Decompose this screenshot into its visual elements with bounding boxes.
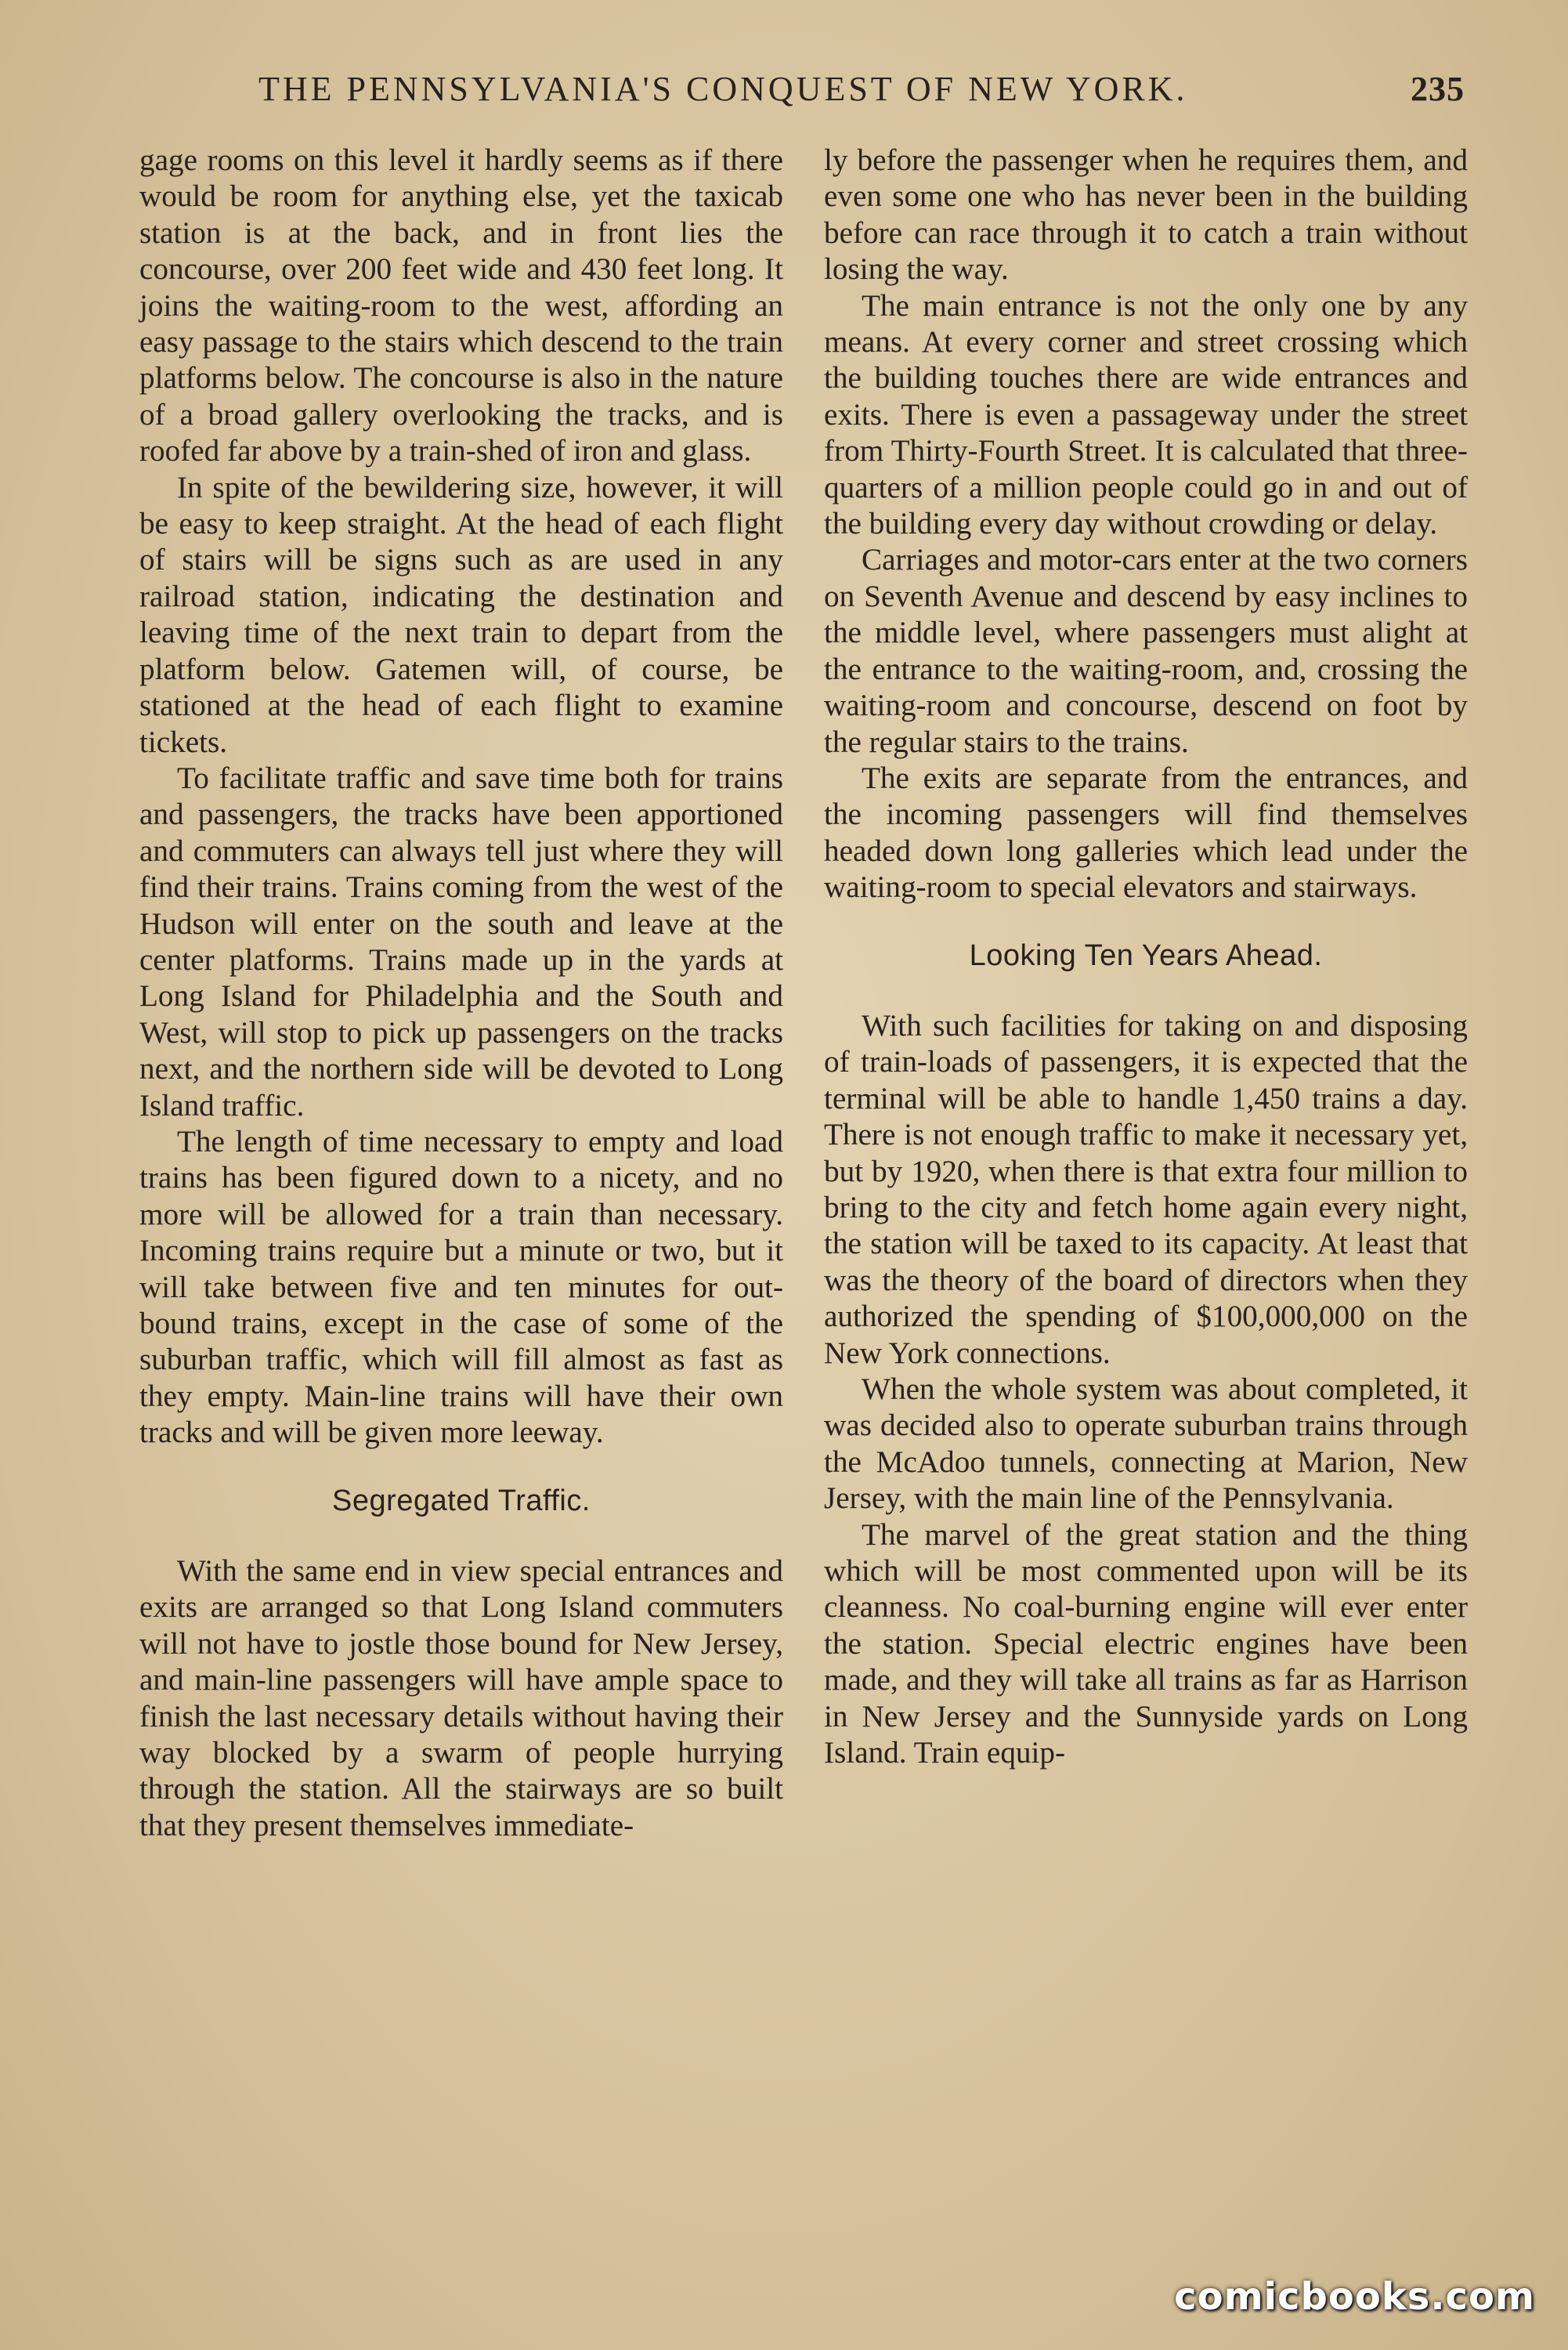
page-number: 235: [1411, 70, 1465, 108]
section-heading: Segregated Traffic.: [332, 1484, 591, 1517]
right-column: [824, 143, 1468, 1771]
paragraph: In spite of the bewildering size, however, it will be easy to keep straight. At the head of each flight of stairs will be signs such as are used in any railroad station, indicating the destination and leaving time of the next train to depart from the platform below. Gatemen will, of course, be stationed at the head of each flight to examine tickets.: [139, 470, 783, 759]
running-title: THE PENNSYLVANIA'S CONQUEST OF NEW YORK.: [258, 70, 1188, 108]
paragraph: ly before the passenger when he requires them, and even some one who has never been in the building before can race through it to catch a train without losing the way.: [824, 143, 1468, 287]
paragraph: The exits are separate from the entrances, and the incoming passengers will find themselves headed down long galleries which lead under the waiting-room to special elevators and stairways.: [824, 761, 1468, 905]
paragraph: When the whole system was about completed, it was decided also to operate suburban trains through the McAdoo tunnels, connecting at Marion, New Jersey, with the main line of the Pennsylvania.: [824, 1372, 1468, 1516]
running-header: [258, 69, 1465, 109]
paragraph: gage rooms on this level it hardly seems as if there would be room for anything else, yet the taxicab station is at the back, and in front lies the concourse, over 200 feet wide and 430 feet long. It joins the waiting-room to the west, affording an easy passage to the stairs which descend to the train platforms below. The concourse is also in the nature of a broad gallery overlooking the tracks, and is roofed far above by a train-shed of iron and glass.: [139, 143, 783, 468]
paragraph: The marvel of the great station and the thing which will be most commented upon will be its cleanness. No coal-burning engine will ever enter the station. Special electric engines have been made, and they will take all trains as far as Harrison in New Jersey and the Sunnyside yards on Long Island. Train equip-: [824, 1517, 1468, 1770]
paragraph: With such facilities for taking on and disposing of train-loads of passengers, it is expected that the terminal will be able to handle 1,450 trains a day. There is not enough traffic to make it necessary yet, but by 1920, when there is that extra four million to bring to the city and fetch home again every night, the station will be taxed to its capacity. At least that was the theory of the board of directors when they authorized the spending of $100,000,000 on the New York connections.: [824, 1008, 1468, 1370]
section-heading: Looking Ten Years Ahead.: [969, 938, 1323, 972]
left-column: [139, 143, 783, 1844]
paragraph: The main entrance is not the only one by any means. At every corner and street crossing which the building touches there are wide entrances and exits. There is even a passageway under the street from Thirty-Fourth Street. It is calculated that three-quarters of a million people could go in and out of the building every day without crowding or delay.: [824, 288, 1468, 541]
watermark: comicbooks.com: [1174, 2275, 1535, 2319]
paragraph: Carriages and motor-cars enter at the two corners on Seventh Avenue and descend by easy inclines to the middle level, where passengers must alight at the entrance to the waiting-room, and, crossing the waiting-room and concourse, descend on foot by the regular stairs to the trains.: [824, 543, 1468, 759]
paragraph: To facilitate traffic and save time both for trains and passengers, the tracks have been apportioned and commuters can always tell just where they will find their trains. Trains coming from the west of the Hudson will enter on the south and leave at the center platforms. Trains made up in the yards at Long Island for Philadelphia and the South and West, will stop to pick up passengers on the tracks next, and the northern side will be devoted to Long Island traffic.: [139, 761, 783, 1123]
paragraph: The length of time necessary to empty and load trains has been figured down to a nicety, and no more will be allowed for a train than necessary. Incoming trains require but a minute or two, but it will take between five and ten minutes for out-bound trains, except in the case of some of the suburban traffic, which will fill almost as fast as they empty. Main-line trains will have their own tracks and will be given more leeway.: [139, 1124, 783, 1450]
paragraph: With the same end in view special entrances and exits are arranged so that Long Island commuters will not have to jostle those bound for New Jersey, and main-line passengers will have ample space to finish the last necessary details without having their way blocked by a swarm of people hurrying through the station. All the stairways are so built that they present themselves immediate-: [139, 1554, 783, 1842]
